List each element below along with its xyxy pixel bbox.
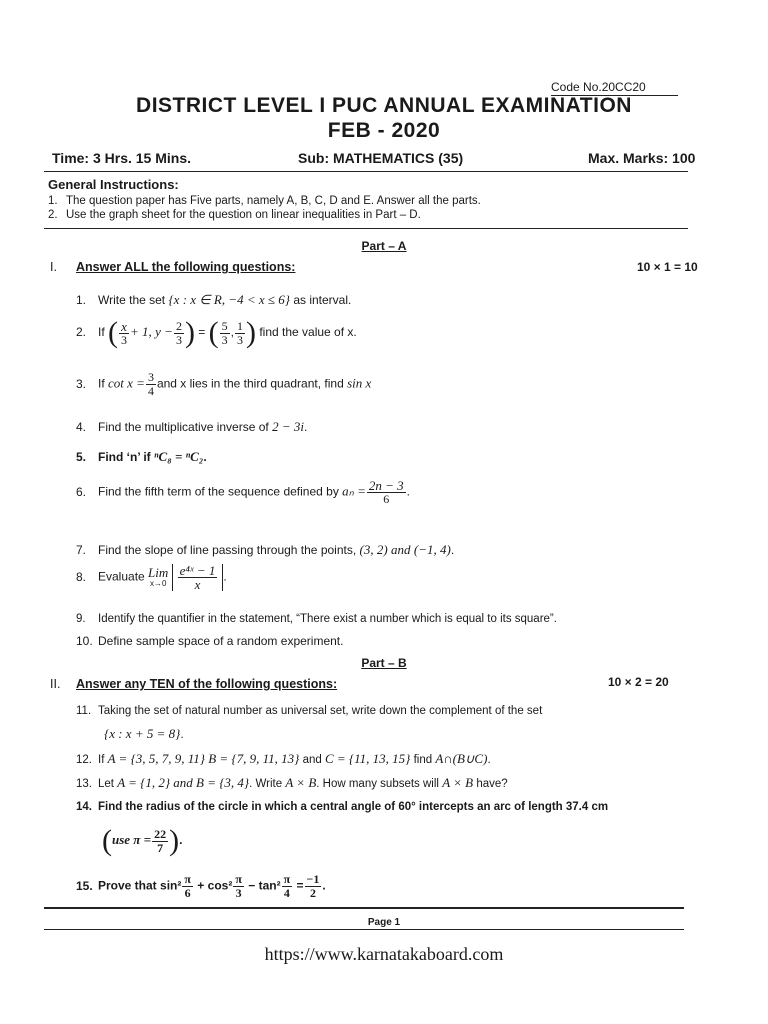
instruction-item: 2. Use the graph sheet for the question on linear inequalities in Part – D. — [48, 209, 421, 221]
question-12: 12. If A = {3, 5, 7, 9, 11} B = {7, 9, 11, 13} and C = {11, 13, 15} find A∩(B∪C). — [76, 751, 491, 766]
section-heading: Answer ALL the following questions: — [76, 260, 296, 274]
question-3: 3. If cot x = $\frac{3}{4}$ and x lies in the third quadrant, find sin x — [76, 370, 372, 398]
question-10: 10. Define sample space of a random experiment. — [76, 634, 344, 648]
footer-rule — [44, 929, 684, 930]
section-heading: Answer any TEN of the following questions: — [76, 677, 338, 691]
section-roman: I. — [50, 260, 57, 274]
page-number: Page 1 — [367, 917, 401, 928]
code-number: Code No.20CC20 — [551, 80, 646, 94]
section-marks: 10 × 1 = 10 — [637, 260, 698, 274]
question-9: 9. Identify the quantifier in the statement, “There exist a number which is equal to its square”. — [76, 613, 557, 625]
instruction-item: 1. The question paper has Five parts, namely A, B, C, D and E. Answer all the parts. — [48, 195, 481, 207]
section-marks: 10 × 2 = 20 — [608, 675, 669, 689]
part-a-label: Part – A — [361, 239, 407, 253]
question-7: 7. Find the slope of line passing through the points, (3, 2) and (−1, 4). — [76, 542, 455, 557]
question-11-set: {x : x + 5 = 8}. — [104, 726, 184, 741]
exam-date: FEB - 2020 — [327, 119, 441, 142]
exam-subject: Sub: MATHEMATICS (35) — [298, 150, 464, 166]
question-4: 4. Find the multiplicative inverse of 2 − 3i. — [76, 419, 308, 434]
question-6: 6. Find the fifth term of the sequence defined by aₙ = $\frac{2n - 3}{6}$ . — [76, 478, 410, 506]
exam-title: DISTRICT LEVEL I PUC ANNUAL EXAMINATION — [136, 94, 632, 117]
section-roman: II. — [50, 677, 61, 691]
instructions-heading: General Instructions: — [48, 177, 179, 192]
question-13: 13. Let A = {1, 2} and B = {3, 4}. Write A × B. How many subsets will A × B have? — [76, 775, 508, 790]
instructions-divider — [44, 228, 688, 229]
question-11: 11. Taking the set of natural number as universal set, write down the complement of the set — [76, 705, 543, 717]
question-2: 2. If ( $\frac{x}{3}$ + 1, y − $\frac{2}{3}$ ) = ( $\frac{5}{3}$ , $\frac{1}{3}$ ) find the value of x. — [76, 316, 357, 349]
question-15: 15. Prove that sin² $\frac{\pi}{6}$ + cos² $\frac{\pi}{3}$ − tan² $\frac{\pi}{4}$ = $\frac{-1}{2}$ . — [76, 872, 326, 900]
question-8: 8. Evaluate Lim x→0 $\frac{\text{e⁴ˣ − 1}}{x}$ . — [76, 563, 227, 592]
max-marks: Max. Marks: 100 — [588, 150, 696, 166]
question-5: 5. Find ‘n’ if ⁿC₈ = ⁿC₂. — [76, 449, 207, 464]
footer-divider — [44, 907, 684, 909]
exam-time: Time: 3 Hrs. 15 Mins. — [52, 150, 192, 166]
question-14-pi: (use π = $\frac{22}{7}$ ). — [102, 824, 183, 857]
source-url[interactable]: https://www.karnatakaboard.com — [264, 944, 504, 964]
question-14: 14. Find the radius of the circle in which a central angle of 60° intercepts an arc of length 37.4 cm — [76, 801, 609, 813]
question-1: 1. Write the set {x : x ∈ R, −4 < x ≤ 6} as interval. — [76, 292, 352, 307]
part-b-label: Part – B — [361, 656, 407, 670]
header-divider — [44, 171, 688, 172]
